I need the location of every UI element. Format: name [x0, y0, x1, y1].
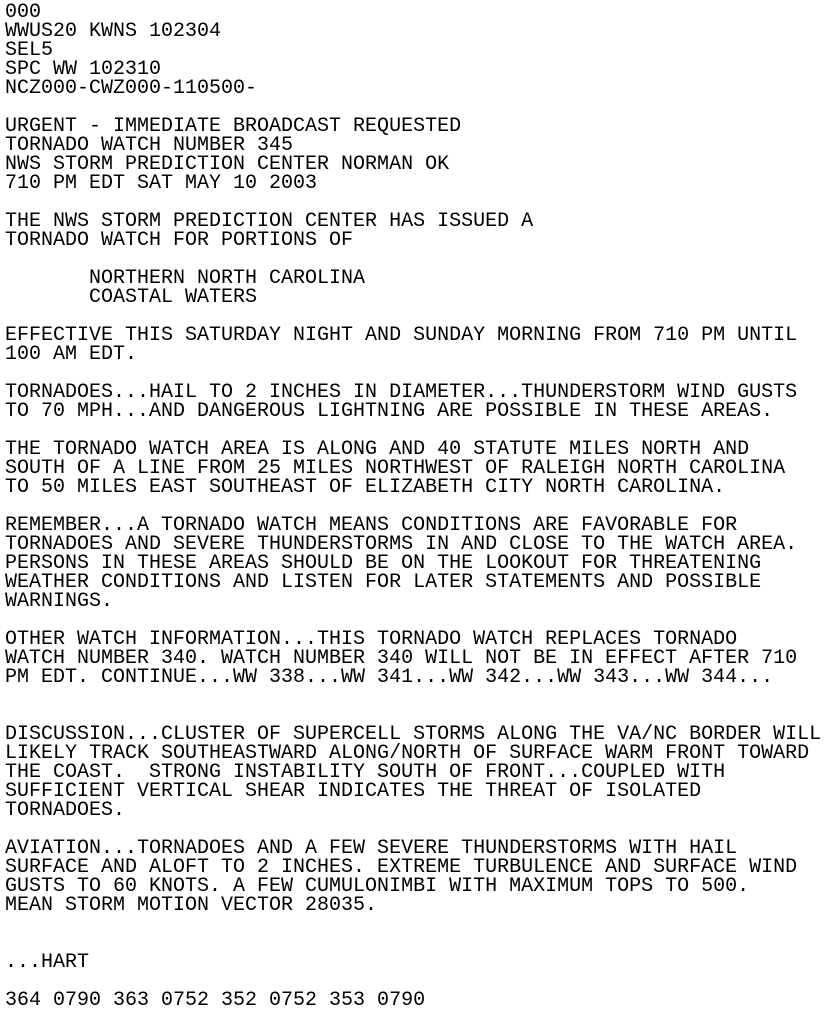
bulletin-line: REMEMBER...A TORNADO WATCH MEANS CONDITIONS ARE FAVORABLE FOR — [5, 514, 738, 537]
bulletin-line: TORNADOES. — [5, 799, 126, 822]
bulletin-line: NWS STORM PREDICTION CENTER NORMAN OK — [5, 153, 450, 176]
bulletin-line: SOUTH OF A LINE FROM 25 MILES NORTHWEST OF RALEIGH NORTH CAROLINA — [5, 457, 786, 480]
bulletin-line: THE NWS STORM PREDICTION CENTER HAS ISSUED A — [5, 210, 534, 233]
bulletin-line: TORNADO WATCH FOR PORTIONS OF — [5, 229, 354, 252]
blank-line — [5, 687, 821, 706]
bulletin-line: EFFECTIVE THIS SATURDAY NIGHT AND SUNDAY MORNING FROM 710 PM UNTIL — [5, 324, 798, 347]
bulletin-line: GUSTS TO 60 KNOTS. A FEW CUMULONIMBI WITH MAXIMUM TOPS TO 500. — [5, 875, 750, 898]
bulletin-line: URGENT - IMMEDIATE BROADCAST REQUESTED — [5, 115, 462, 138]
bulletin-line: TORNADO WATCH NUMBER 345 — [5, 134, 294, 157]
bulletin-line: LIKELY TRACK SOUTHEASTWARD ALONG/NORTH OF SURFACE WARM FRONT TOWARD — [5, 742, 810, 765]
bulletin-line: AVIATION...TORNADOES AND A FEW SEVERE THUNDERSTORMS WITH HAIL — [5, 837, 738, 860]
bulletin-line: 100 AM EDT. — [5, 343, 138, 366]
blank-line — [5, 934, 821, 953]
bulletin-line: THE COAST. STRONG INSTABILITY SOUTH OF FRONT...COUPLED WITH — [5, 761, 726, 784]
bulletin-line: PERSONS IN THESE AREAS SHOULD BE ON THE LOOKOUT FOR THREATENING — [5, 552, 762, 575]
weather-bulletin-text — [5, 3, 821, 1010]
bulletin-line: MEAN STORM MOTION VECTOR 28035. — [5, 894, 378, 917]
bulletin-line: TO 50 MILES EAST SOUTHEAST OF ELIZABETH CITY NORTH CAROLINA. — [5, 476, 726, 499]
bulletin-line: OTHER WATCH INFORMATION...THIS TORNADO WATCH REPLACES TORNADO — [5, 628, 738, 651]
bulletin-line: WEATHER CONDITIONS AND LISTEN FOR LATER STATEMENTS AND POSSIBLE — [5, 571, 762, 594]
bulletin-line: PM EDT. CONTINUE...WW 338...WW 341...WW 342...WW 343...WW 344... — [5, 666, 774, 689]
bulletin-line: TORNADOES...HAIL TO 2 INCHES IN DIAMETER...THUNDERSTORM WIND GUSTS — [5, 381, 798, 404]
bulletin-line: 710 PM EDT SAT MAY 10 2003 — [5, 172, 318, 195]
bulletin-line: TO 70 MPH...AND DANGEROUS LIGHTNING ARE POSSIBLE IN THESE AREAS. — [5, 400, 774, 423]
bulletin-line: WWUS20 KWNS 102304 — [5, 20, 222, 43]
bulletin-line: SUFFICIENT VERTICAL SHEAR INDICATES THE THREAT OF ISOLATED — [5, 780, 702, 803]
bulletin-line: SPC WW 102310 — [5, 58, 162, 81]
bulletin-line: DISCUSSION...CLUSTER OF SUPERCELL STORMS ALONG THE VA/NC BORDER WILL — [5, 723, 822, 746]
bulletin-line: NCZ000-CWZ000-110500- — [5, 77, 258, 100]
bulletin-line: WARNINGS. — [5, 590, 114, 613]
bulletin-line: NORTHERN NORTH CAROLINA — [5, 267, 366, 290]
bulletin-line: COASTAL WATERS — [5, 286, 258, 309]
blank-line — [5, 915, 821, 934]
bulletin-line: 000 — [5, 1, 42, 24]
bulletin-line: SURFACE AND ALOFT TO 2 INCHES. EXTREME TURBULENCE AND SURFACE WIND — [5, 856, 798, 879]
bulletin-line: 364 0790 363 0752 352 0752 353 0790 — [5, 989, 426, 1012]
bulletin-line: WATCH NUMBER 340. WATCH NUMBER 340 WILL NOT BE IN EFFECT AFTER 710 — [5, 647, 798, 670]
bulletin-line: THE TORNADO WATCH AREA IS ALONG AND 40 STATUTE MILES NORTH AND — [5, 438, 750, 461]
bulletin-line: TORNADOES AND SEVERE THUNDERSTORMS IN AND CLOSE TO THE WATCH AREA. — [5, 533, 798, 556]
bulletin-line: ...HART — [5, 951, 90, 974]
bulletin-line: SEL5 — [5, 39, 54, 62]
